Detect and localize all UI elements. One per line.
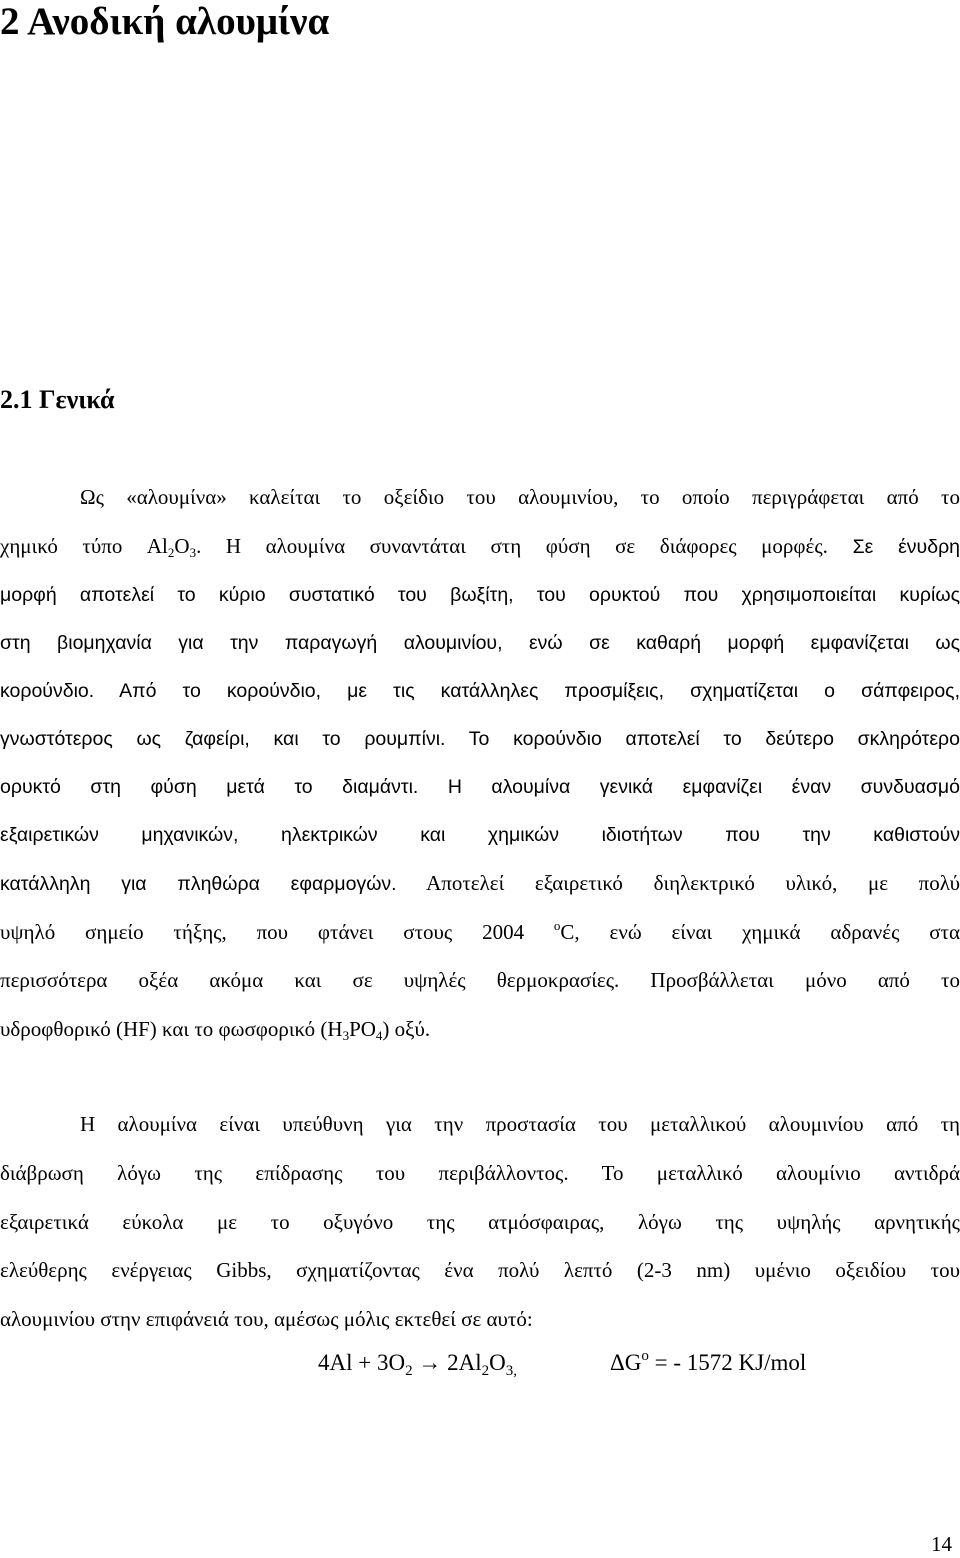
subscript: 2 (405, 1363, 413, 1379)
reaction-arrow: → (412, 1350, 448, 1375)
paragraph-2-line-3: εξαιρετικά εύκολα με το οξυγόνο της ατμόσφαιρας, λόγω της υψηλής αρνητικής (0, 1210, 960, 1234)
section-title: 2.1 Γενικά (0, 385, 115, 414)
text-span: χημικό τύπο Al (0, 534, 168, 558)
paragraph-1-line-4: στη βιομηχανία για την παραγωγή αλουμινίου, ενώ σε καθαρή μορφή εμφανίζεται ως (0, 632, 960, 654)
text-span: = - 1572 KJ/mol (648, 1350, 807, 1375)
subscript: 3, (505, 1363, 517, 1379)
text-span: PO (349, 1017, 376, 1041)
paragraph-2-line-1: Η αλουμίνα είναι υπεύθυνη για την προστασία του μεταλλικού αλουμινίου από τη (80, 1112, 960, 1136)
paragraph-1-line-7: ορυκτό στη φύση μετά το διαμάντι. Η αλουμίνα γενικά εμφανίζει έναν συνδυασμό (0, 776, 960, 798)
text-span: Σε ένυδρη (827, 536, 960, 558)
paragraph-2-line-5: αλουμινίου στην επιφάνειά του, αμέσως μόλις εκτεθεί σε αυτό: (0, 1307, 533, 1331)
text-span: υψηλό σημείο τήξης, που φτάνει στους 2004 (0, 920, 554, 944)
text-span: 2Al (447, 1350, 482, 1375)
text-span: C, ενώ είναι χημικά αδρανές στα (560, 920, 960, 944)
paragraph-1-line-9 (0, 866, 960, 900)
text-span: O (174, 534, 190, 558)
text-span: υδροφθορικό (HF) και το φωσφορικό (H (0, 1017, 343, 1041)
gibbs-energy (610, 1346, 806, 1383)
paragraph-1-line-10 (0, 915, 960, 949)
paragraph-1-line-5: κορούνδιο. Από το κορούνδιο, με τις κατάλληλες προσμίξεις, σχηματίζεται ο σάπφειρος, (0, 680, 960, 702)
paragraph-1-line-1: Ως «αλουμίνα» καλείται το οξείδιο του αλουμινίου, το οποίο περιγράφεται από το (80, 485, 960, 509)
text-span: κατάλληλη για πληθώρα εφαρμογών. (0, 873, 397, 895)
paragraph-2-line-4: ελεύθερης ενέργειας Gibbs, σχηματίζοντας ένα πολύ λεπτό (2-3 nm) υμένιο οξειδίου του (0, 1258, 960, 1282)
text-span: ) οξύ. (382, 1017, 431, 1041)
text-span: ΔG (610, 1350, 642, 1375)
subscript: 4 (375, 1028, 383, 1043)
superscript: o (553, 918, 561, 933)
page-number: 14 (931, 1532, 952, 1556)
superscript: o (641, 1348, 649, 1364)
text-span: Αποτελεί εξαιρετικό διηλεκτρικό υλικό, με πολύ (396, 871, 960, 895)
subscript: 2 (481, 1363, 490, 1379)
paragraph-1-line-6: γνωστότερος ως ζαφείρι, και το ρουμπίνι. Το κορούνδιο αποτελεί το δεύτερο σκληρότερο (0, 728, 960, 750)
paragraph-1-line-3: μορφή αποτελεί το κύριο συστατικό του βωξίτη, του ορυκτού που χρησιμοποιείται κυρίως (0, 584, 960, 606)
paragraph-1-line-2 (0, 529, 960, 563)
paragraph-1-line-11: περισσότερα οξέα ακόμα και σε υψηλές θερμοκρασίες. Προσβάλλεται μόνο από το (0, 968, 960, 992)
paragraph-1-line-8: εξαιρετικών μηχανικών, ηλεκτρικών και χημικών ιδιοτήτων που την καθιστούν (0, 824, 960, 846)
text-span: . Η αλουμίνα συναντάται στη φύση σε διάφορες μορφές. (196, 534, 828, 558)
subscript: 3 (342, 1028, 350, 1043)
subscript: 2 (167, 545, 175, 560)
paragraph-1-line-12 (0, 1012, 960, 1046)
paragraph-2-line-2: διάβρωση λόγω της επίδρασης του περιβάλλοντος. Το μεταλλικό αλουμίνιο αντιδρά (0, 1161, 960, 1185)
subscript: 3 (189, 545, 197, 560)
chapter-title: 2 Ανοδική αλουμίνα (0, 0, 330, 43)
text-span: O (489, 1350, 506, 1375)
text-span: 4Al + 3O (318, 1350, 406, 1375)
